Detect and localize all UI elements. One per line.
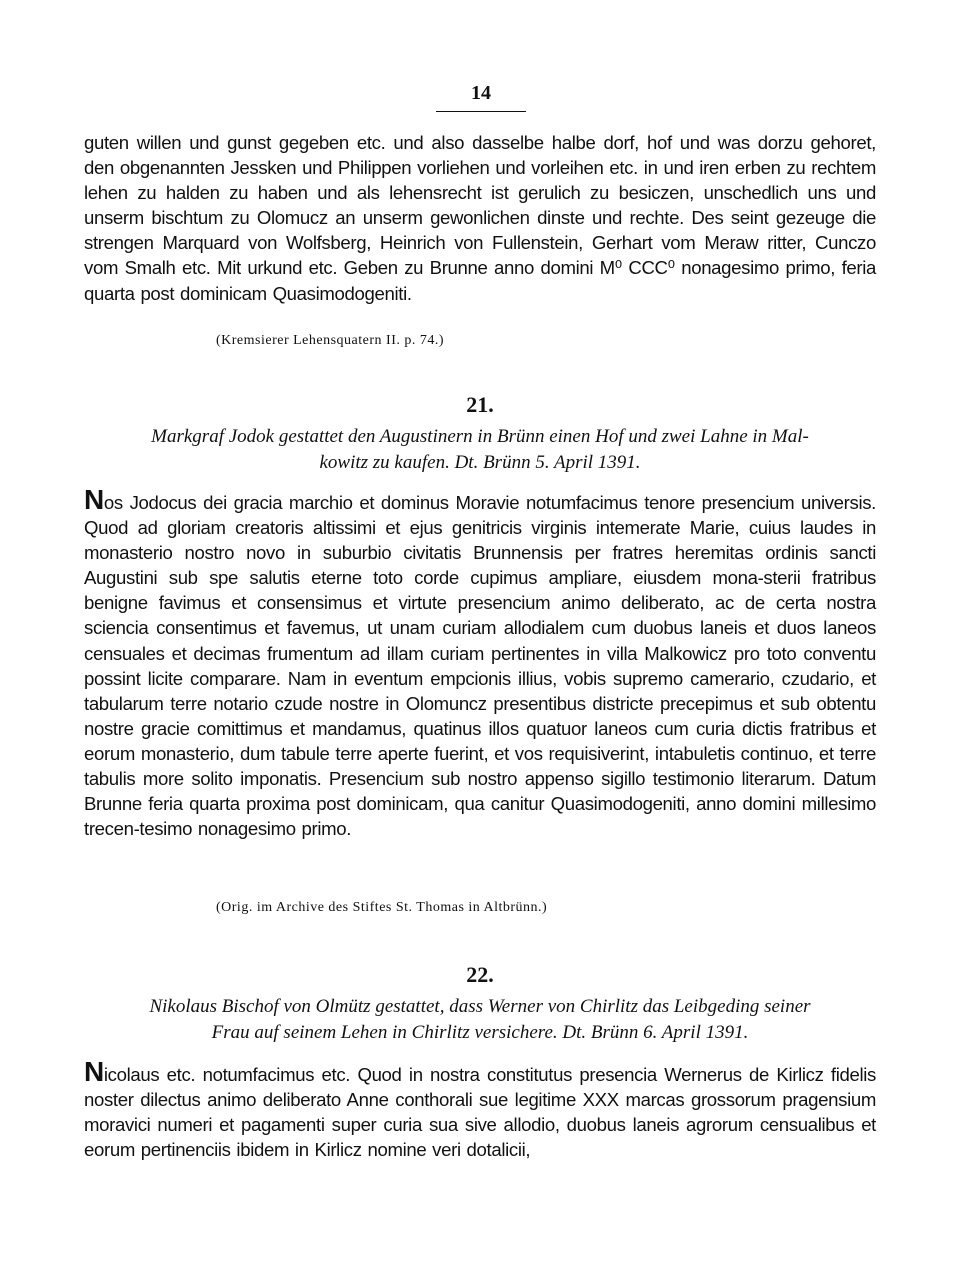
continuation-paragraph: guten willen und gunst gegeben etc. und also dasselbe halbe dorf, hof und was dorzu gehoret, den obgenannten Jessken und Philippen vorliehen und vorleihen etc. in und iren erben zu rechtem lehen zu halden zu haben und als lehensrecht ist gerulich zu besiczen, unschedlich uns und unserm bischtum zu Olomucz an unserm gewonlichen dinste und rechte. Des seint gezeuge die strengen Marquard von Wolfsberg, Heinrich von Fullenstein, Gerhart vom Meraw ritter, Cunczo vom Smalh etc. Mit urkund etc. Geben zu Brunne anno domini M⁰ CCC⁰ nonagesimo primo, feria quarta post dominicam Quasimodogeniti. (84, 132, 876, 304)
document-22-heading-line1: Nikolaus Bischof von Olmütz gestattet, dass Werner von Chirlitz das Leibgeding seiner (149, 996, 811, 1017)
continuation-source-note: (Kremsierer Lehensquatern II. p. 74.) (216, 333, 445, 348)
document-21-heading (84, 424, 876, 476)
document-21-initial: N (84, 484, 104, 515)
document-21-heading-line1: Markgraf Jodok gestattet den Augustinern in Brünn einen Hof und zwei Lahne in Mal- (151, 426, 809, 447)
document-22-text: icolaus etc. notumfacimus etc. Quod in nostra constitutus presencia Wernerus de Kirlicz fidelis noster dilectus animo deliberato Anne conthorali sue legitime XXX marcas grossorum pragensium moravici numeri et pagamenti super curia sua sive allodio, duobus laneis agrorum censualibus et eorum pertinenciis ibidem in Kirlicz nomine veri dotalicii, (84, 1064, 876, 1161)
document-22-number: 22. (466, 962, 494, 987)
document-21-text: os Jodocus dei gracia marchio et dominus Moravie notumfacimus tenore presencium universis. Quod ad gloriam creatoris altissimi et ejus genitricis virginis intemerate Marie, cuius laudes in monasterio nostro novo in suburbio civitatis Brunnensis per fratres heremitas ordinis sancti Augustini sub spe salutis eterne toto corde cupimus ampliare, eiusdem mona-sterii fratribus benigne favimus et consensimus et virtute presencium animo deliberato, ac de certa nostra sciencia consentimus et favemus, ut unam curiam allodialem cum duobus laneis et duos laneos censuales et decimas frumentum ad illam curiam pertinentes in villa Malkowicz pro toto conventu possint licite comparare. Nam in eventum empcionis illius, vobis supremo camerario, czudario, et tabularum terre notario czude nostre in Olomuncz presentibus districte precepimus et sub obtentu nostre gracie comittimus et mandamus, quatinus illos quatuor laneos cum curia dictis fratribus et eorum monasterio, dum tabule terre aperte fuerint, et vos requisiverint, intabuletis continuo, et terre tabulis more solito imponatis. Presencium sub nostro appenso sigillo testimonio literarum. Datum Brunne feria quarta proxima post dominicam, qua canitur Quasimodogeniti, anno domini millesimo trecen-tesimo nonagesimo primo. (84, 492, 876, 840)
page-number: 14 (436, 82, 526, 112)
document-21-body (84, 484, 876, 841)
document-21-number: 21. (466, 392, 494, 417)
document-22-heading-line2: Frau auf seinem Lehen in Chirlitz versichere. Dt. Brünn 6. April 1391. (211, 1022, 749, 1043)
document-21-heading-line2: kowitz zu kaufen. Dt. Brünn 5. April 1391. (319, 452, 641, 473)
document-22-body (84, 1056, 876, 1162)
document-21-source-note: (Orig. im Archive des Stiftes St. Thomas in Altbrünn.) (216, 900, 548, 915)
document-22-initial: N (84, 1056, 104, 1087)
document-22-heading (84, 994, 876, 1046)
